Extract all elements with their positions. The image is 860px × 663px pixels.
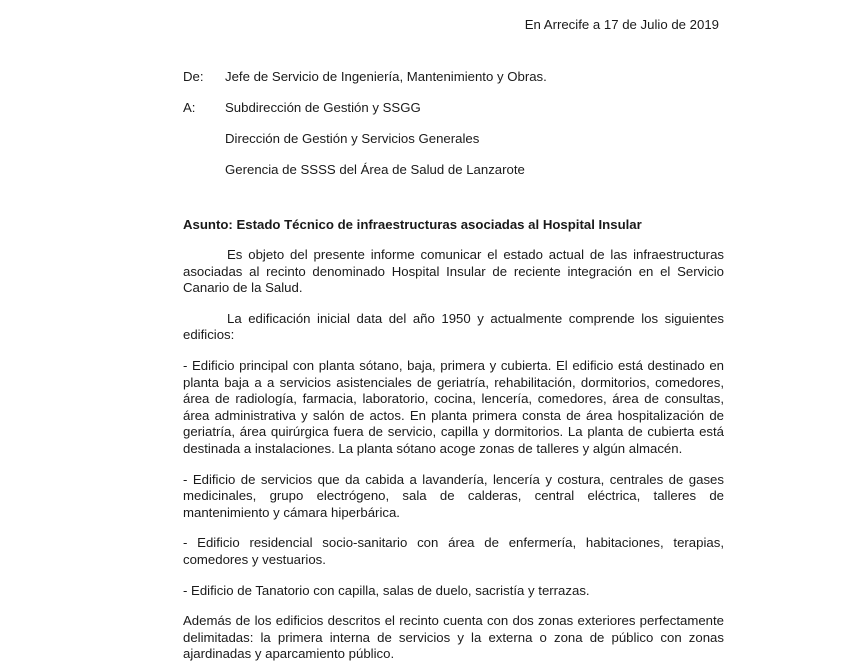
addressing-from-row — [183, 68, 724, 85]
document-date-line: En Arrecife a 17 de Julio de 2019 — [524, 17, 719, 32]
paragraph-exterior-zones: Además de los edificios descritos el recinto cuenta con dos zonas exteriores perfectamente delimitadas: la primera interna de servicios y la externa o zona de público con zonas ajardinadas y aparcamiento público. — [183, 613, 724, 662]
addressing-to-value: Subdirección de Gestión y SSGG — [225, 100, 421, 115]
addressing-from-label: De: — [183, 69, 204, 84]
addressing-to-extra-1: Dirección de Gestión y Servicios Generales — [225, 131, 480, 146]
paragraph-building-services: - Edificio de servicios que da cabida a lavandería, lencería y costura, centrales de gases medicinales, grupo electrógeno, sala de calderas, central eléctrica, talleres de mantenimiento y cámara hiperbárica. — [183, 471, 724, 520]
document-body — [183, 68, 724, 663]
subject-line: Asunto: Estado Técnico de infraestructuras asociadas al Hospital Insular — [183, 217, 642, 232]
paragraph-building-tanatorio: - Edificio de Tanatorio con capilla, salas de duelo, sacristía y terrazas. — [183, 582, 590, 598]
paragraph-building-residential: - Edificio residencial socio-sanitario con área de enfermería, habitaciones, terapias, comedores y vestuarios. — [183, 535, 724, 567]
paragraph-initial-construction: La edificación inicial data del año 1950 y actualmente comprende los siguientes edificios: — [183, 310, 724, 343]
addressing-to-row — [183, 99, 724, 116]
addressing-from-value: Jefe de Servicio de Ingeniería, Mantenimiento y Obras. — [225, 69, 547, 84]
paragraph-purpose: Es objeto del presente informe comunicar el estado actual de las infraestructuras asociadas al recinto denominado Hospital Insular de reciente integración en el Servicio Canario de la Salud. — [183, 247, 724, 296]
addressing-to-label: A: — [183, 100, 196, 115]
addressing-to-extra-2: Gerencia de SSSS del Área de Salud de Lanzarote — [225, 162, 525, 177]
paragraph-building-main: - Edificio principal con planta sótano, baja, primera y cubierta. El edificio está destinado en planta baja a a servicios asistenciales de geriatría, rehabilitación, dormitorios, comedores, área de radiología, farmacia, laboratorio, cocina, lencería, comedores, área de consultas, área administrativa y salón de actos. En planta primera consta de área hospitalización de geriatría, área quirúrgica fuera de servicio, capilla y dormitorios. La planta de cubierta está destinada a instalaciones. La planta sótano acoge zonas de talleres y algún almacén. — [183, 357, 724, 456]
